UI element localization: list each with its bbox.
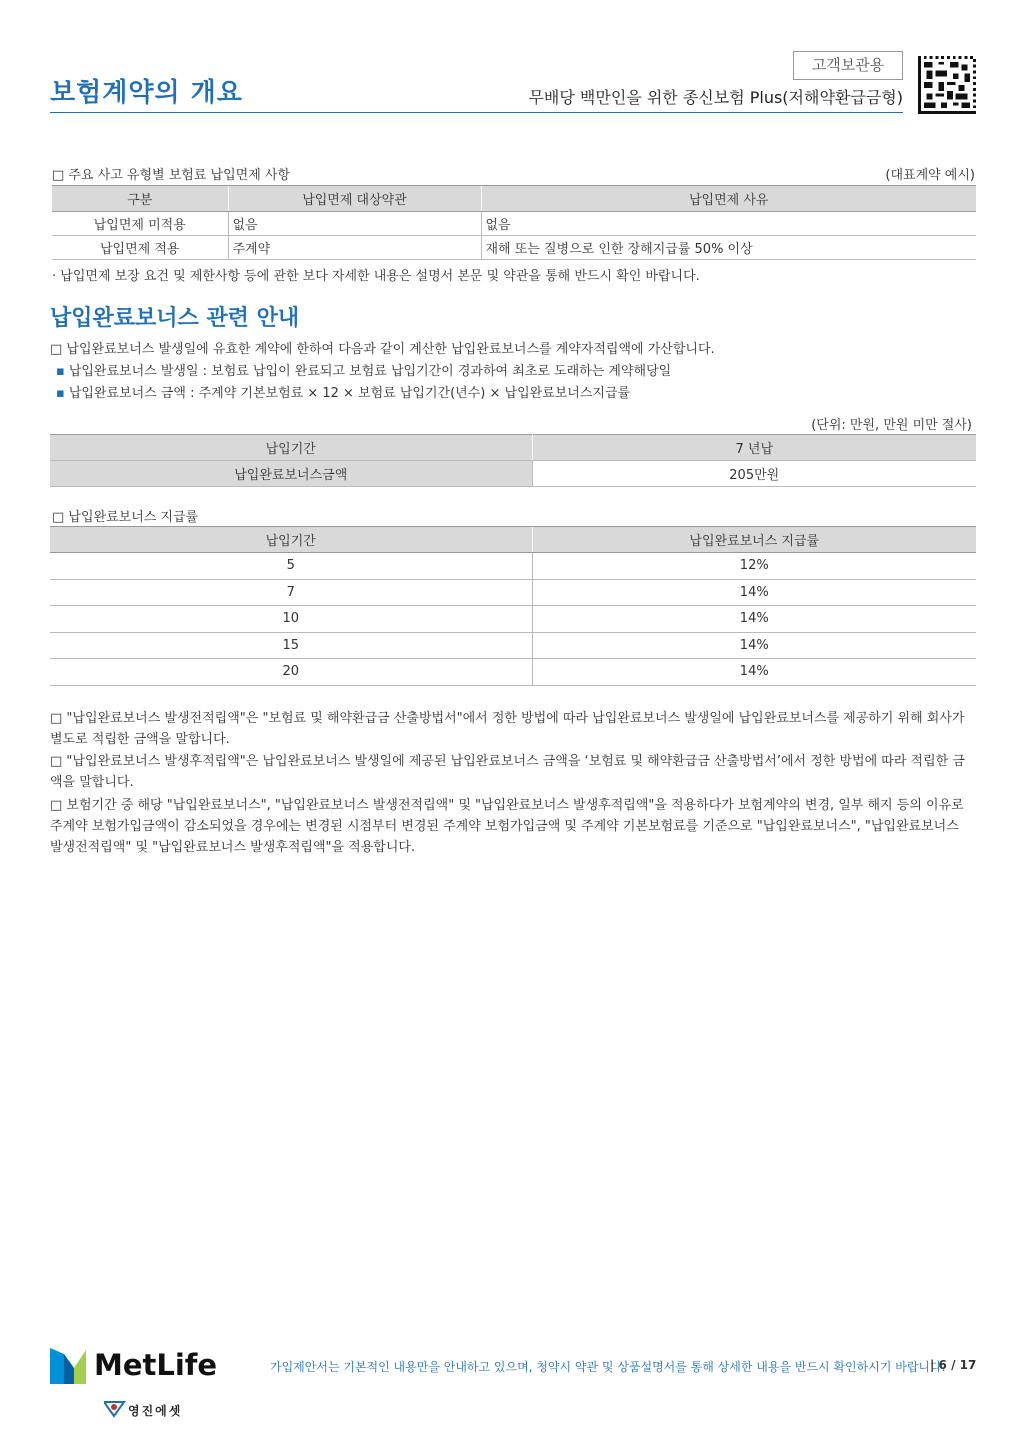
waiver-example-note: (대표계약 예시) xyxy=(885,168,975,183)
table-cell: 없음 xyxy=(228,212,481,236)
definition-paragraph: □ "납입완료보너스 발생전적립액"은 "보험료 및 해약환급금 산출방법서"에서 정한 방법에 따라 납입완료보너스 발생일에 납입완료보너스를 제공하기 위해 회사가 별도로 적립한 금액을 말합니다. xyxy=(50,711,965,747)
table-row xyxy=(52,212,976,236)
datamatrix-code-icon xyxy=(918,56,976,114)
bonus-rate-table xyxy=(50,526,976,686)
table-cell: 10 xyxy=(50,606,532,633)
table-cell: 14% xyxy=(532,606,976,633)
table-row xyxy=(50,659,976,686)
bonus-bullet xyxy=(56,382,630,401)
waiver-heading: □ 주요 사고 유형별 보험료 납입면제 사항 xyxy=(52,168,291,183)
table-cell: 15 xyxy=(50,632,532,659)
page-title: 보험계약의 개요 xyxy=(50,78,243,108)
page-number: | 6 / 17 xyxy=(930,1358,977,1372)
table-cell: 납입면제 미적용 xyxy=(52,212,228,236)
bonus-bullet xyxy=(56,360,671,379)
table-row xyxy=(52,236,976,260)
table-header-row xyxy=(50,527,976,553)
bullet-icon: ▪ xyxy=(56,386,65,401)
table-cell: 20 xyxy=(50,659,532,686)
table-cell: 205만원 xyxy=(532,461,976,487)
table-cell: 7 년납 xyxy=(532,435,976,461)
table-cell: 5 xyxy=(50,553,532,580)
table-row xyxy=(50,461,976,487)
bonus-amount-table xyxy=(50,434,976,487)
table-row xyxy=(50,632,976,659)
unit-note: (단위: 만원, 만원 미만 절사) xyxy=(811,418,972,433)
bullet-text: 납입완료보너스 금액 : 주계약 기본보험료 × 12 × 보험료 납입기간(년수) × 납입완료보너스지급률 xyxy=(68,386,631,401)
metlife-logo-text: MetLife xyxy=(94,1348,218,1382)
bullet-icon: ▪ xyxy=(56,364,65,379)
product-name: 무배당 백만인을 위한 종신보험 Plus(저해약환급금형) xyxy=(528,88,903,107)
table-cell: 없음 xyxy=(481,212,976,236)
table-cell: 12% xyxy=(532,553,976,580)
column-header: 구분 xyxy=(52,186,228,212)
row-label: 납입기간 xyxy=(50,435,532,461)
table-cell: 재해 또는 질병으로 인한 장해지급률 50% 이상 xyxy=(481,236,976,260)
table-row xyxy=(50,606,976,633)
definition-paragraph: □ 보험기간 중 해당 "납입완료보너스", "납입완료보너스 발생전적립액" 및 "납입완료보너스 발생후적립액"을 적용하다가 보험계약의 변경, 일부 해지 등의 이유로 주계약 보험가입금액이 감소되었을 경우에는 변경된 시점부터 변경된 주계약 보험가입금액 및 주계약 기본보험료를 기준으로 "납입완료보너스", "납입완료보너스 발생전적립액" 및 "납입완료보너스 발생후적립액"을 적용합니다. xyxy=(50,798,964,855)
title-divider xyxy=(50,112,903,113)
footer-disclaimer: 가입제안서는 기본적인 내용만을 안내하고 있으며, 청약시 약관 및 상품설명서를 통해 상세한 내용을 반드시 확인하시기 바랍니다. xyxy=(270,1360,946,1374)
column-header: 납입면제 사유 xyxy=(481,186,976,212)
table-cell: 7 xyxy=(50,579,532,606)
yjasset-logo-text: 영진에셋 xyxy=(128,1404,183,1418)
column-header: 납입기간 xyxy=(50,527,532,553)
table-header-row xyxy=(52,186,976,212)
bullet-text: 납입완료보너스 발생일 : 보험료 납입이 완료되고 보험료 납입기간이 경과하여 최초로 도래하는 계약해당일 xyxy=(68,364,672,379)
table-row xyxy=(50,579,976,606)
waiver-footnote: · 납입면제 보장 요건 및 제한사항 등에 관한 보다 자세한 내용은 설명서 본문 및 약관을 통해 반드시 확인 바랍니다. xyxy=(52,269,700,284)
rate-heading: □ 납입완료보너스 지급률 xyxy=(52,510,199,525)
table-cell: 14% xyxy=(532,632,976,659)
customer-copy-badge: 고객보관용 xyxy=(793,51,903,80)
table-cell: 14% xyxy=(532,579,976,606)
table-row xyxy=(50,435,976,461)
waiver-table xyxy=(52,185,976,260)
bonus-section-heading: 납입완료보너스 관련 안내 xyxy=(50,306,300,331)
table-cell: 14% xyxy=(532,659,976,686)
table-cell: 납입면제 적용 xyxy=(52,236,228,260)
column-header: 납입면제 대상약관 xyxy=(228,186,481,212)
definition-paragraph: □ "납입완료보너스 발생후적립액"은 납입완료보너스 발생일에 제공된 납입완료보너스 금액을 ‘보험료 및 해약환급금 산출방법서’에서 정한 방법에 따라 적립한 금액을 말합니다. xyxy=(50,754,965,790)
table-row xyxy=(50,553,976,580)
column-header: 납입완료보너스 지급률 xyxy=(532,527,976,553)
row-label: 납입완료보너스금액 xyxy=(50,461,532,487)
bonus-intro: □ 납입완료보너스 발생일에 유효한 계약에 한하여 다음과 같이 계산한 납입완료보너스를 계약자적립액에 가산합니다. xyxy=(50,342,715,357)
table-cell: 주계약 xyxy=(228,236,481,260)
